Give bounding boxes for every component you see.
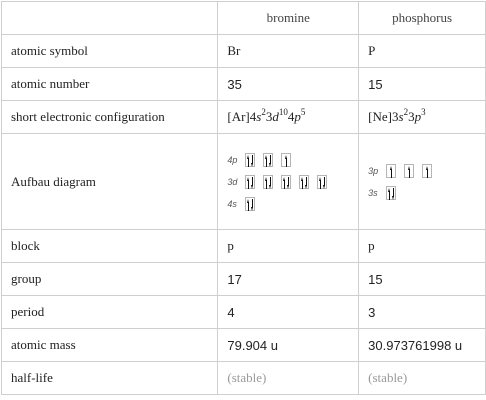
spin-up-arrow-icon bbox=[388, 188, 391, 200]
orbital-row bbox=[227, 153, 349, 167]
row-label: atomic symbol bbox=[2, 35, 218, 68]
row-label: Aufbau diagram bbox=[2, 134, 218, 230]
orbital-box bbox=[263, 175, 273, 189]
orbital-row bbox=[368, 186, 476, 200]
comparison-table bbox=[1, 1, 486, 395]
row-atomic-number bbox=[2, 68, 486, 101]
config-orbital: s bbox=[398, 109, 404, 124]
row-label: group bbox=[2, 263, 218, 296]
config-orbital: p bbox=[414, 109, 422, 124]
orbital-box bbox=[386, 186, 396, 200]
phosphorus-value: (stable) bbox=[359, 362, 486, 395]
orbital-label: 3p bbox=[368, 165, 379, 176]
row-label: short electronic configuration bbox=[2, 101, 218, 134]
orbital-box bbox=[263, 153, 273, 167]
spin-up-arrow-icon bbox=[301, 177, 304, 189]
row-block bbox=[2, 230, 486, 263]
spin-up-arrow-icon bbox=[247, 155, 250, 167]
spin-down-arrow-icon bbox=[269, 155, 272, 167]
orbital-row bbox=[227, 175, 349, 189]
row-group bbox=[2, 263, 486, 296]
config-core: [Ne] bbox=[368, 109, 392, 124]
row-atomic-symbol bbox=[2, 35, 486, 68]
row-period bbox=[2, 296, 486, 329]
orbital-box bbox=[245, 153, 255, 167]
orbital-label: 4s bbox=[227, 198, 237, 209]
orbital-label: 3d bbox=[227, 176, 238, 187]
config-orbital: d bbox=[272, 109, 279, 124]
row-label: atomic number bbox=[2, 68, 218, 101]
spin-up-arrow-icon bbox=[265, 155, 268, 167]
spin-up-arrow-icon bbox=[408, 166, 411, 178]
phosphorus-value: p bbox=[359, 230, 486, 263]
spin-up-arrow-icon bbox=[426, 166, 429, 178]
bromine-config bbox=[218, 101, 359, 134]
spin-down-arrow-icon bbox=[251, 177, 254, 189]
config-shell: 3 bbox=[408, 109, 415, 124]
bromine-value: 35 bbox=[218, 68, 359, 101]
spin-up-arrow-icon bbox=[319, 177, 322, 189]
spin-up-arrow-icon bbox=[390, 166, 393, 178]
bromine-value: 4 bbox=[218, 296, 359, 329]
orbital-box bbox=[404, 164, 414, 178]
header-bromine: bromine bbox=[218, 2, 359, 35]
spin-down-arrow-icon bbox=[323, 177, 326, 189]
config-shell: 4 bbox=[287, 109, 295, 124]
config-electrons: 3 bbox=[421, 106, 426, 117]
orbital-box bbox=[422, 164, 432, 178]
config-shell: 3 bbox=[265, 109, 273, 124]
config-core: [Ar] bbox=[227, 109, 250, 124]
spin-down-arrow-icon bbox=[392, 188, 395, 200]
spin-down-arrow-icon bbox=[251, 199, 254, 211]
row-label: period bbox=[2, 296, 218, 329]
orbital-box bbox=[281, 175, 291, 189]
spin-down-arrow-icon bbox=[287, 177, 290, 189]
row-label: atomic mass bbox=[2, 329, 218, 362]
config-orbital: p bbox=[294, 109, 301, 124]
bromine-value: (stable) bbox=[218, 362, 359, 395]
bromine-value: p bbox=[218, 230, 359, 263]
bromine-aufbau-cell bbox=[218, 134, 359, 230]
bromine-value: 79.904 u bbox=[218, 329, 359, 362]
config-electrons: 10 bbox=[278, 106, 288, 117]
header-empty-cell bbox=[2, 2, 218, 35]
spin-up-arrow-icon bbox=[247, 177, 250, 189]
orbital-box bbox=[281, 153, 291, 167]
bromine-value: 17 bbox=[218, 263, 359, 296]
bromine-value: Br bbox=[218, 35, 359, 68]
spin-up-arrow-icon bbox=[283, 177, 286, 189]
spin-up-arrow-icon bbox=[285, 155, 288, 167]
phosphorus-value: P bbox=[359, 35, 486, 68]
phosphorus-aufbau-cell bbox=[359, 134, 486, 230]
row-label: half-life bbox=[2, 362, 218, 395]
header-phosphorus: phosphorus bbox=[359, 2, 486, 35]
spin-up-arrow-icon bbox=[265, 177, 268, 189]
phosphorus-value: 15 bbox=[359, 263, 486, 296]
spin-down-arrow-icon bbox=[251, 155, 254, 167]
spin-down-arrow-icon bbox=[269, 177, 272, 189]
orbital-box bbox=[317, 175, 327, 189]
config-electrons: 2 bbox=[403, 106, 409, 117]
orbital-label: 3s bbox=[368, 187, 378, 198]
phosphorus-aufbau-diagram bbox=[368, 164, 476, 200]
orbital-box bbox=[245, 175, 255, 189]
phosphorus-value: 30.973761998 u bbox=[359, 329, 486, 362]
config-orbital: s bbox=[256, 109, 262, 124]
header-row bbox=[2, 2, 486, 35]
spin-down-arrow-icon bbox=[305, 177, 308, 189]
orbital-label: 4p bbox=[227, 154, 238, 165]
orbital-row bbox=[227, 197, 349, 211]
phosphorus-value: 15 bbox=[359, 68, 486, 101]
orbital-box bbox=[245, 197, 255, 211]
row-label: block bbox=[2, 230, 218, 263]
orbital-box bbox=[299, 175, 309, 189]
row-half-life bbox=[2, 362, 486, 395]
bromine-aufbau-diagram bbox=[227, 153, 349, 211]
phosphorus-config bbox=[359, 101, 486, 134]
config-electrons: 2 bbox=[261, 106, 266, 117]
config-shell: 4 bbox=[249, 109, 257, 124]
row-short-config bbox=[2, 101, 486, 134]
spin-up-arrow-icon bbox=[247, 199, 250, 211]
row-aufbau bbox=[2, 134, 486, 230]
phosphorus-value: 3 bbox=[359, 296, 486, 329]
row-atomic-mass bbox=[2, 329, 486, 362]
config-shell: 3 bbox=[392, 109, 399, 124]
config-electrons: 5 bbox=[300, 106, 306, 117]
orbital-box bbox=[386, 164, 396, 178]
orbital-row bbox=[368, 164, 476, 178]
